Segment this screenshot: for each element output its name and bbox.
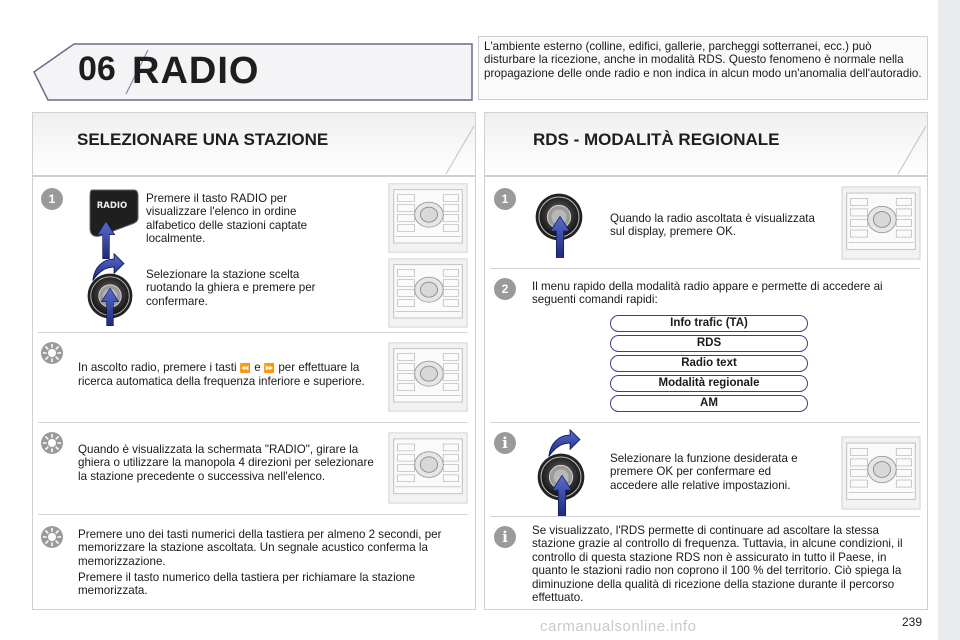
info-badge [494, 432, 516, 454]
menu-item-radio-text[interactable]: Radio text [610, 355, 808, 372]
lightbulb-icon [41, 342, 63, 364]
press-arrow-icon [551, 474, 573, 518]
page-number: 239 [902, 615, 923, 629]
step-number-2: 2 [494, 278, 516, 300]
left-title-corner [442, 124, 476, 176]
radio-key-label: RADIO [96, 201, 128, 211]
menu-item-modalita-regionale[interactable]: Modalità regionale [610, 375, 808, 392]
left-section-title: SELEZIONARE UNA STAZIONE [77, 130, 329, 149]
left-step1-text: Premere il tasto RADIO per visualizzare l'elenco in ordine alfabetico delle stazioni captate localmente. [146, 192, 308, 246]
divider [490, 268, 920, 269]
tip-bulb-badge [41, 342, 63, 364]
menu-item-am[interactable]: AM [610, 395, 808, 412]
device-thumbnail [388, 258, 468, 328]
step-number-1: 1 [494, 188, 516, 210]
right-step3-text: Selezionare la funzione desiderata e premere OK per confermare ed accedere alle relative impostazioni. [610, 452, 798, 492]
device-thumbnail [388, 183, 468, 253]
right-section-title: RDS - MODALITÀ REGIONALE [533, 130, 780, 149]
chapter-number: 06 [78, 50, 116, 88]
right-step1-text: Quando la radio ascoltata è visualizzata sul display, premere OK. [610, 212, 815, 239]
device-thumbnail [388, 432, 468, 504]
rds-info-text: Se visualizzato, l'RDS permette di continuare ad ascoltare la stessa stazione grazie al controllo di frequenza. Tuttavia, in alcune condizioni, il controllo di questa stazione RDS non è assicurato in tutto il Paese, in quanto le stazioni radio non coprono il 100 % del territorio. Ciò spiega la diminuzione della qualità di ricezione della stazione durante il percorso effettuato. [532, 524, 903, 605]
info-icon: i [502, 434, 508, 452]
info-badge [494, 526, 516, 548]
lightbulb-icon [41, 432, 63, 454]
menu-item-rds[interactable]: RDS [610, 335, 808, 352]
tip1-text [78, 361, 368, 389]
device-thumbnail [388, 342, 468, 412]
seek-forward-icon: ⏩ [263, 363, 276, 373]
press-arrow-icon [100, 286, 120, 328]
device-thumbnail [841, 436, 921, 510]
tip3-text-a: Premere uno dei tasti numerici della tastiera per almeno 2 secondi, per memorizzare la stazione ascoltata. Un segnale acustico conferma la memorizzazione. [78, 528, 442, 568]
header-note: L'ambiente esterno (colline, edifici, gallerie, parcheggi sotterranei, ecc.) può disturbare la ricezione, anche in modalità RDS. Questo fenomeno è normale nella propagazione delle onde radio e non indica in alcun modo un'anomalia dell'autoradio. [484, 40, 922, 80]
divider [38, 514, 468, 515]
page-edge-bar [938, 0, 960, 640]
device-thumbnail [841, 186, 921, 260]
menu-item-info-trafic[interactable]: Info trafic (TA) [610, 315, 808, 332]
lightbulb-icon [41, 526, 63, 548]
tip1-text-end: per effettuare la ricerca automatica della frequenza inferiore e superiore. [78, 361, 365, 389]
divider [38, 332, 468, 333]
seek-back-icon: ⏪ [239, 363, 251, 373]
tip1-text-start: In ascolto radio, premere i tasti [78, 361, 237, 374]
right-step2-text: Il menu rapido della modalità radio appare e permette di accedere ai seguenti comandi rapidi: [532, 280, 883, 307]
left-step1b-text: Selezionare la stazione scelta ruotando la ghiera e premere per confermare. [146, 268, 316, 308]
divider [490, 422, 920, 423]
right-title-corner [894, 124, 928, 176]
tip2-text: Quando è visualizzata la schermata "RADIO", girare la ghiera o utilizzare la manopola 4 direzioni per selezionare la stazione precedente o successiva nell'elenco. [78, 443, 374, 483]
info-icon: i [502, 528, 508, 546]
tip-bulb-badge [41, 526, 63, 548]
divider [38, 422, 468, 423]
tip-bulb-badge [41, 432, 63, 454]
watermark: carmanualsonline.info [540, 618, 697, 635]
press-arrow-icon [549, 214, 571, 260]
chapter-title: RADIO [132, 50, 260, 92]
step-number-1: 1 [41, 188, 63, 210]
divider [490, 516, 920, 517]
tip3-text-b: Premere il tasto numerico della tastiera per richiamare la stazione memorizzata. [78, 571, 416, 598]
tip1-text-and: e [254, 361, 261, 374]
